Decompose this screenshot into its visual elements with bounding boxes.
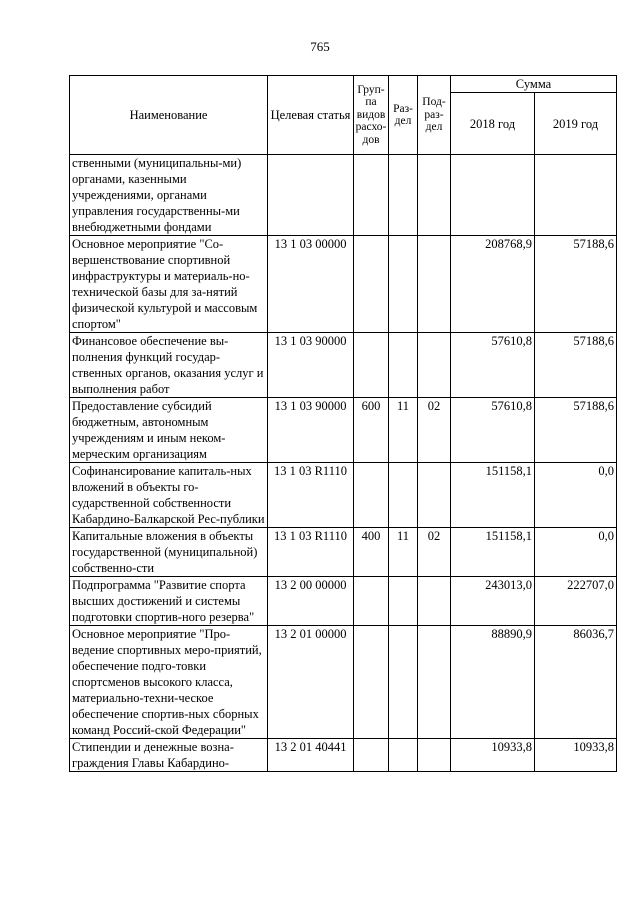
row-name: Основное мероприятие "Про-ведение спортивных меро-приятий, обеспечение подго-товки спортсменов высокого класса, материально-техни-ческое обеспечение спортив-ных сборных команд Россий-ской Федерации"	[70, 626, 268, 739]
row-sum-2018: 57610,8	[451, 333, 535, 398]
row-expense-group	[354, 155, 389, 236]
budget-table	[69, 75, 617, 772]
row-sum-2019: 57188,6	[535, 398, 617, 463]
row-sum-2019	[535, 155, 617, 236]
row-subsection	[418, 626, 451, 739]
row-target-article: 13 2 00 00000	[268, 577, 354, 626]
row-target-article: 13 1 03 00000	[268, 236, 354, 333]
table-row	[70, 577, 617, 626]
row-section: 11	[389, 528, 418, 577]
row-section	[389, 155, 418, 236]
header-year-2019: 2019 год	[535, 93, 617, 155]
row-target-article: 13 1 03 90000	[268, 333, 354, 398]
header-subsection: Под-раз-дел	[418, 76, 451, 155]
row-name: Подпрограмма "Развитие спорта высших достижений и системы подготовки спортив-ного резерва"	[70, 577, 268, 626]
row-target-article: 13 1 03 R1110	[268, 463, 354, 528]
header-target-article: Целевая статья	[268, 76, 354, 155]
row-sum-2019: 57188,6	[535, 236, 617, 333]
row-subsection	[418, 333, 451, 398]
header-year-2018: 2018 год	[451, 93, 535, 155]
header-section: Раз-дел	[389, 76, 418, 155]
row-sum-2019: 0,0	[535, 528, 617, 577]
table-row	[70, 626, 617, 739]
row-target-article: 13 1 03 90000	[268, 398, 354, 463]
row-section	[389, 333, 418, 398]
row-subsection	[418, 155, 451, 236]
row-sum-2018: 208768,9	[451, 236, 535, 333]
row-sum-2018: 151158,1	[451, 463, 535, 528]
row-sum-2018	[451, 155, 535, 236]
row-sum-2018: 57610,8	[451, 398, 535, 463]
row-sum-2018: 88890,9	[451, 626, 535, 739]
row-target-article: 13 1 03 R1110	[268, 528, 354, 577]
row-name: Капитальные вложения в объекты государственной (муниципальной) собственно-сти	[70, 528, 268, 577]
row-subsection	[418, 739, 451, 772]
row-name: Стипендии и денежные возна-граждения Главы Кабардино-	[70, 739, 268, 772]
row-name: Финансовое обеспечение вы-полнения функций государ-ственных органов, оказания услуг и выполнения работ	[70, 333, 268, 398]
row-expense-group	[354, 463, 389, 528]
row-section	[389, 577, 418, 626]
table-row	[70, 155, 617, 236]
row-expense-group: 400	[354, 528, 389, 577]
row-sum-2018: 10933,8	[451, 739, 535, 772]
table-row	[70, 236, 617, 333]
row-subsection: 02	[418, 528, 451, 577]
row-section	[389, 739, 418, 772]
row-sum-2019: 222707,0	[535, 577, 617, 626]
row-subsection	[418, 236, 451, 333]
table-row	[70, 739, 617, 772]
row-sum-2018: 151158,1	[451, 528, 535, 577]
row-expense-group	[354, 626, 389, 739]
row-section	[389, 236, 418, 333]
row-name: ственными (муниципальны-ми) органами, казенными учреждениями, органами управления государственны-ми внебюджетными фондами	[70, 155, 268, 236]
row-section	[389, 626, 418, 739]
row-subsection	[418, 577, 451, 626]
header-name: Наименование	[70, 76, 268, 155]
header-expense-group: Груп-па видов расхо-дов	[354, 76, 389, 155]
header-sum: Сумма	[451, 76, 617, 93]
row-sum-2019: 57188,6	[535, 333, 617, 398]
row-section: 11	[389, 398, 418, 463]
row-expense-group	[354, 739, 389, 772]
row-expense-group: 600	[354, 398, 389, 463]
row-name: Предоставление субсидий бюджетным, автономным учреждениям и иным неком-мерческим организациям	[70, 398, 268, 463]
page-number: 765	[310, 39, 330, 54]
row-sum-2018: 243013,0	[451, 577, 535, 626]
row-target-article: 13 2 01 40441	[268, 739, 354, 772]
row-expense-group	[354, 577, 389, 626]
row-expense-group	[354, 236, 389, 333]
row-expense-group	[354, 333, 389, 398]
row-target-article: 13 2 01 00000	[268, 626, 354, 739]
row-target-article	[268, 155, 354, 236]
row-subsection	[418, 463, 451, 528]
row-sum-2019: 86036,7	[535, 626, 617, 739]
row-sum-2019: 0,0	[535, 463, 617, 528]
row-sum-2019: 10933,8	[535, 739, 617, 772]
row-name: Софинансирование капиталь-ных вложений в объекты го-сударственной собственности Кабардино-Балкарской Рес-публики	[70, 463, 268, 528]
table-row	[70, 528, 617, 577]
table-row	[70, 463, 617, 528]
row-section	[389, 463, 418, 528]
row-name: Основное мероприятие "Со-вершенствование спортивной инфраструктуры и материаль-но-технической базы для за-нятий физической культурой и массовым спортом"	[70, 236, 268, 333]
table-row	[70, 398, 617, 463]
table-row	[70, 333, 617, 398]
row-subsection: 02	[418, 398, 451, 463]
